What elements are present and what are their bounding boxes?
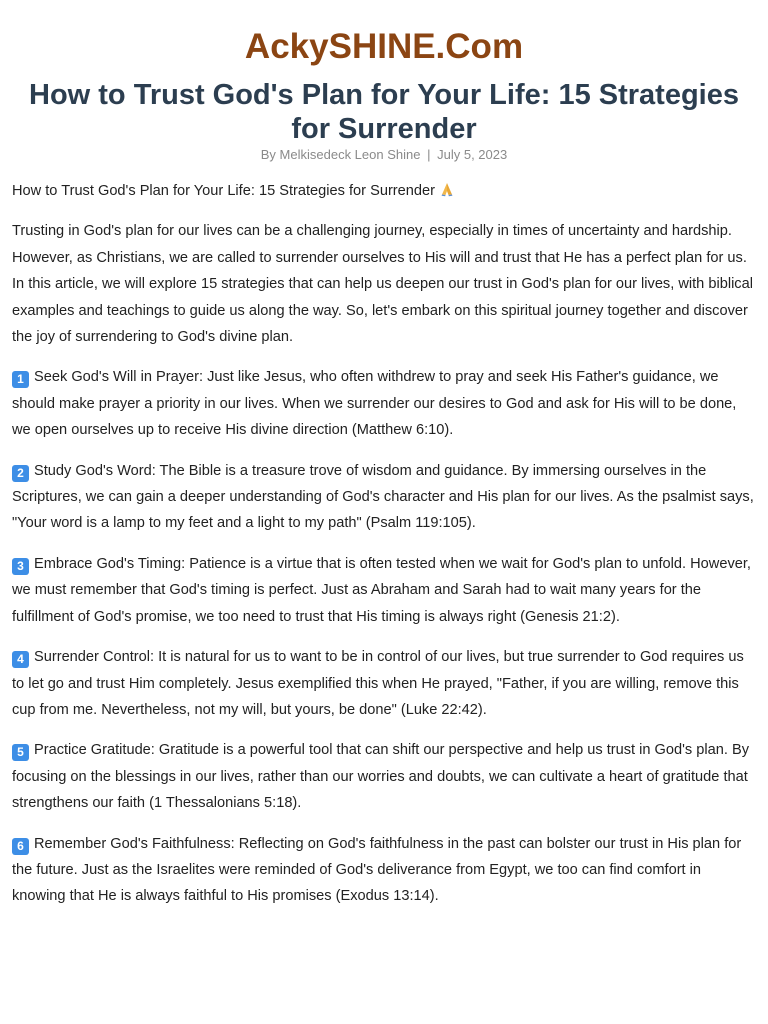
intro-paragraph: Trusting in God's plan for our lives can be a challenging journey, especially in times of uncertainty and hardship. However, as Christians, we are called to surrender ourselves to His will and trust that He has a perfect plan for us. In this article, we will explore 15 strategies that can help us deepen our trust in God's plan for our lives, with biblical examples and teachings to guide us along the way. So, let's embark on this spiritual journey together and discover the joy of surrendering to God's divine plan. <box>12 223 753 346</box>
byline <box>12 146 756 164</box>
strategy-text: Practice Gratitude: Gratitude is a powerful tool that can shift our perspective and help us trust in God's plan. By focusing on the blessings in our lives, rather than our worries and doubts, we can cultivate a heart of gratitude that strengthens our faith (1 Thessalonians 5:18). <box>12 742 750 812</box>
keycap-4-icon: 4 <box>12 651 29 668</box>
keycap-6-icon: 6 <box>12 838 29 855</box>
keycap-1-icon: 1 <box>12 371 29 388</box>
page-title: How to Trust God's Plan for Your Life: 15 Strategies for Surrender <box>29 79 739 145</box>
strategy-item <box>12 551 756 630</box>
byline-separator: | <box>427 147 431 162</box>
strategy-item <box>12 737 756 816</box>
strategy-text: Remember God's Faithfulness: Reflecting on God's faithfulness in the past can bolster our trust in His plan for the future. Just as the Israelites were reminded of God's deliverance from Egypt, we too can find comfort in knowing that He is always faithful to His promises (Exodus 13:14). <box>12 835 742 905</box>
article-body <box>12 178 756 910</box>
strategy-item <box>12 458 756 537</box>
author-name: By Melkisedeck Leon Shine <box>260 147 421 162</box>
keycap-5-icon: 5 <box>12 744 29 761</box>
publish-date: July 5, 2023 <box>437 147 508 162</box>
strategy-text: Study God's Word: The Bible is a treasure trove of wisdom and guidance. By immersing ourselves in the Scriptures, we can gain a deeper understanding of God's character and His plan for our lives. As the psalmist says, "Your word is a lamp to my feet and a light to my path" (Psalm 119:105). <box>12 462 754 532</box>
intro-line-text: How to Trust God's Plan for Your Life: 15 Strategies for Surrender <box>12 183 435 199</box>
praying-hands-icon <box>439 180 455 196</box>
strategy-text: Seek God's Will in Prayer: Just like Jesus, who often withdrew to pray and seek His Father's guidance, we should make prayer a priority in our lives. When we surrender our desires to God and ask for His will to be done, we open ourselves up to receive His divine direction (Matthew 6:10). <box>12 369 737 439</box>
strategy-item <box>12 644 756 723</box>
strategy-text: Embrace God's Timing: Patience is a virtue that is often tested when we wait for God's plan to unfold. However, we must remember that God's timing is perfect. Just as Abraham and Sarah had to wait many years for the fulfillment of God's promise, we too need to trust that His timing is always right (Genesis 21:2). <box>12 555 751 625</box>
strategy-item <box>12 364 756 443</box>
keycap-3-icon: 3 <box>12 558 29 575</box>
site-name[interactable]: AckySHINE.Com <box>244 27 524 66</box>
strategy-item <box>12 831 756 910</box>
strategy-text: Surrender Control: It is natural for us to want to be in control of our lives, but true surrender to God requires us to let go and trust Him completely. Jesus exemplified this when He prayed, "Father, if you are willing, remove this cup from me. Nevertheless, not my will, but yours, be done" (Luke 22:42). <box>12 649 744 718</box>
intro-line <box>12 178 756 204</box>
keycap-2-icon: 2 <box>12 465 29 482</box>
